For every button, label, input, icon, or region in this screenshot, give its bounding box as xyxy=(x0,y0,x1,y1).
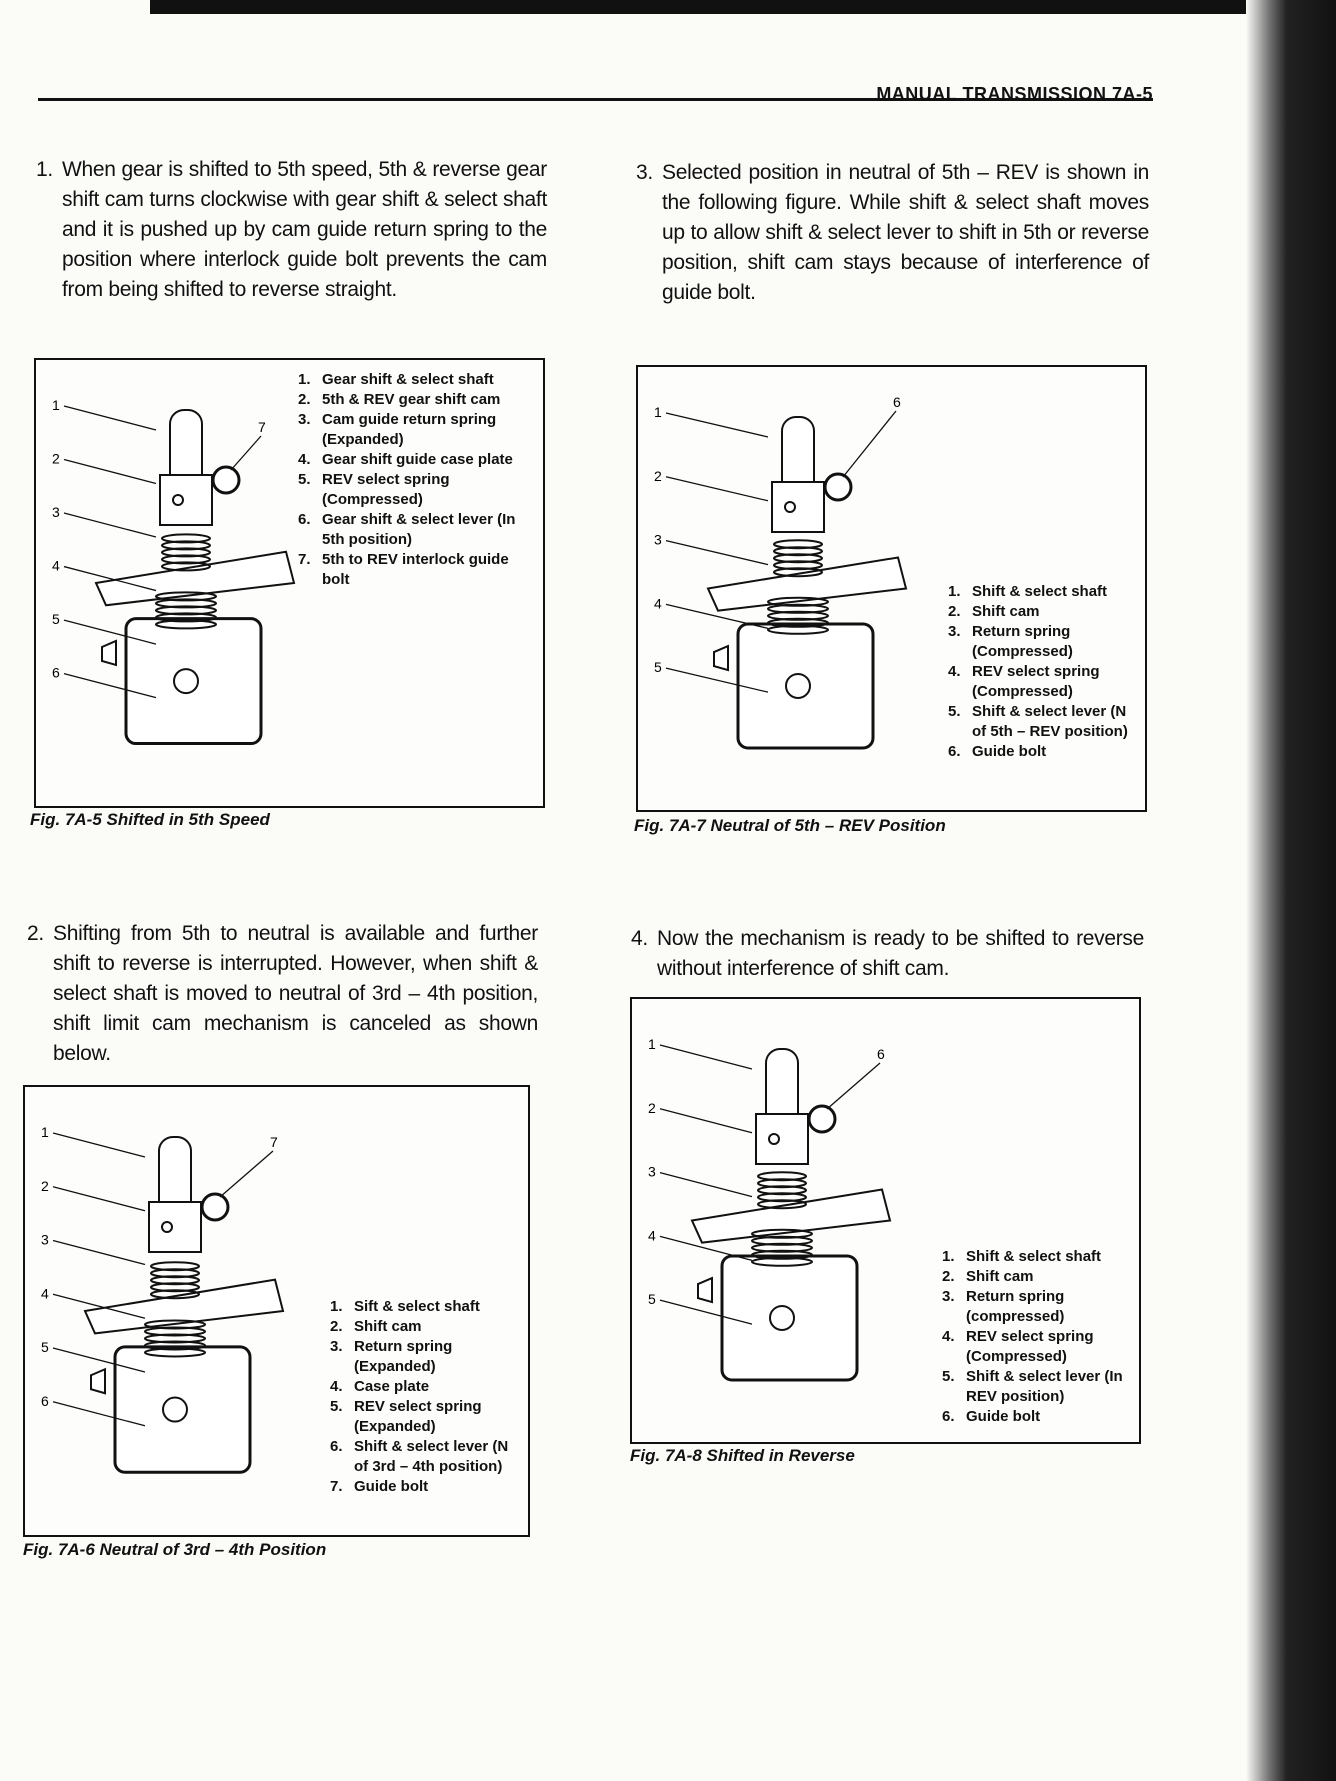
legend-item xyxy=(330,1397,520,1437)
housing xyxy=(115,1347,250,1472)
legend-number: 6. xyxy=(330,1438,343,1455)
callout-leader xyxy=(660,1045,752,1069)
section-number: 2. xyxy=(27,922,44,945)
legend-text: Return spring (Compressed) xyxy=(972,623,1073,660)
legend-number: 2. xyxy=(948,603,961,620)
legend-number: 2. xyxy=(330,1318,343,1335)
callout-leader xyxy=(666,541,768,565)
scan-top-edge xyxy=(150,0,1336,14)
legend-item xyxy=(298,390,534,410)
callout-number: 5 xyxy=(648,1291,656,1308)
legend-number: 7. xyxy=(298,551,311,568)
scan-right-edge xyxy=(1246,0,1336,1781)
callout-number: 1 xyxy=(648,1036,656,1052)
guide-bolt xyxy=(809,1106,835,1132)
legend-text: Guide bolt xyxy=(972,743,1047,760)
legend-text: REV select spring (Compressed) xyxy=(972,663,1100,700)
section-number: 4. xyxy=(631,927,648,950)
legend-text: Shift cam xyxy=(354,1318,422,1335)
figure-caption: Fig. 7A-5 Shifted in 5th Speed xyxy=(30,810,270,829)
callout-number: 2 xyxy=(41,1177,49,1194)
legend-item xyxy=(298,410,534,450)
legend-text: Case plate xyxy=(354,1378,430,1395)
callout-number: 4 xyxy=(52,557,60,574)
legend-text: 5th to REV interlock guide bolt xyxy=(322,551,509,588)
legend-item xyxy=(948,582,1138,602)
callout-number: 3 xyxy=(52,504,60,521)
legend-item xyxy=(948,662,1138,702)
figure-7a-8 xyxy=(630,997,1141,1444)
legend-number: 1. xyxy=(330,1298,343,1315)
callout-leader xyxy=(53,1187,145,1211)
callout-number: 2 xyxy=(654,467,662,484)
legend-text: Return spring (Expanded) xyxy=(354,1338,453,1375)
legend-text: Return spring (compressed) xyxy=(966,1288,1065,1325)
callout-leader xyxy=(827,1063,880,1109)
shift-cam xyxy=(149,1202,201,1252)
legend-item xyxy=(298,510,534,550)
housing xyxy=(722,1256,857,1380)
legend-number: 1. xyxy=(948,583,961,600)
legend-text: Shift & select lever (In REV position) xyxy=(966,1368,1123,1405)
callout-leader xyxy=(666,413,768,437)
callout-leader xyxy=(666,477,768,501)
callout-number: 5 xyxy=(654,659,662,676)
legend-item xyxy=(948,602,1138,622)
callout-number: 4 xyxy=(648,1227,656,1244)
legend-number: 6. xyxy=(942,1408,955,1425)
legend-item xyxy=(942,1287,1132,1327)
section-text: Now the mechanism is ready to be shifted to reverse without interference of shift cam. xyxy=(657,927,1144,980)
legend-number: 3. xyxy=(948,623,961,640)
legend-item xyxy=(330,1317,520,1337)
callout-number: 4 xyxy=(41,1285,49,1302)
legend-text: REV select spring (Compressed) xyxy=(322,471,450,508)
legend-number: 2. xyxy=(942,1268,955,1285)
shift-lever xyxy=(91,1369,105,1393)
case-plate xyxy=(85,1280,283,1334)
figure-legend xyxy=(330,1297,520,1497)
shift-cam xyxy=(772,482,824,532)
section-number: 1. xyxy=(36,158,53,181)
legend-text: REV select spring (Compressed) xyxy=(966,1328,1094,1365)
callout-number: 4 xyxy=(654,595,662,612)
legend-item xyxy=(298,470,534,510)
legend-text: Gear shift & select shaft xyxy=(322,371,494,388)
legend-number: 3. xyxy=(330,1338,343,1355)
section-1 xyxy=(36,155,547,305)
callout-number: 6 xyxy=(52,664,60,681)
legend-text: Shift cam xyxy=(972,603,1040,620)
section-number: 3. xyxy=(636,161,653,184)
legend-item xyxy=(298,550,534,590)
callout-number: 1 xyxy=(654,404,662,420)
section-4 xyxy=(631,924,1144,984)
shift-cam xyxy=(160,475,212,525)
legend-item xyxy=(948,702,1138,742)
legend-number: 4. xyxy=(942,1328,955,1345)
legend-text: Gear shift guide case plate xyxy=(322,451,513,468)
callout-number: 1 xyxy=(52,397,60,413)
figure-caption: Fig. 7A-8 Shifted in Reverse xyxy=(630,1446,855,1465)
callout-number: 1 xyxy=(41,1124,49,1140)
callout-number: 3 xyxy=(41,1231,49,1248)
legend-item xyxy=(330,1477,520,1497)
legend-text: 5th & REV gear shift cam xyxy=(322,391,501,408)
figure-caption: Fig. 7A-7 Neutral of 5th – REV Position xyxy=(634,816,946,835)
callout-leader xyxy=(843,411,896,477)
legend-number: 1. xyxy=(942,1248,955,1265)
legend-text: REV select spring (Expanded) xyxy=(354,1398,482,1435)
legend-item xyxy=(942,1247,1132,1267)
shift-lever xyxy=(714,646,728,670)
legend-item xyxy=(298,450,534,470)
callout-number: 3 xyxy=(648,1163,656,1180)
case-plate xyxy=(96,552,294,606)
shift-cam xyxy=(756,1114,808,1164)
page-header: MANUAL TRANSMISSION 7A-5 xyxy=(876,84,1153,104)
legend-item xyxy=(330,1437,520,1477)
callout-leader xyxy=(53,1241,145,1265)
legend-text: Shift & select shaft xyxy=(966,1248,1102,1265)
figure-legend xyxy=(948,582,1138,762)
callout-number: 2 xyxy=(52,450,60,467)
legend-item xyxy=(942,1267,1132,1287)
callout-number: 2 xyxy=(648,1099,656,1116)
shift-lever xyxy=(698,1278,712,1302)
callout-number: 7 xyxy=(270,1134,278,1150)
housing xyxy=(738,624,873,748)
case-plate xyxy=(708,557,906,610)
legend-text: Gear shift & select lever (In 5th position) xyxy=(322,511,516,548)
callout-number: 5 xyxy=(52,611,60,628)
callout-number: 6 xyxy=(877,1046,885,1062)
legend-number: 4. xyxy=(298,451,311,468)
legend-number: 7. xyxy=(330,1478,343,1495)
callout-number: 3 xyxy=(654,531,662,548)
legend-text: Cam guide return spring (Expanded) xyxy=(322,411,497,448)
legend-number: 3. xyxy=(298,411,311,428)
callout-leader xyxy=(64,406,156,430)
callout-number: 7 xyxy=(258,419,266,435)
legend-number: 1. xyxy=(298,371,311,388)
legend-item xyxy=(330,1337,520,1377)
guide-bolt xyxy=(202,1194,228,1220)
case-plate xyxy=(692,1189,890,1242)
legend-item xyxy=(942,1407,1132,1427)
figure-7a-7 xyxy=(636,365,1147,812)
section-text: Shifting from 5th to neutral is available and further shift to reverse is interrupted. However, when shift & select shaft is moved to neutral of 3rd – 4th position, shift limit cam mechanism is canceled as shown below. xyxy=(53,922,538,1065)
legend-item xyxy=(948,622,1138,662)
section-text: When gear is shifted to 5th speed, 5th & reverse gear shift cam turns clockwise with gear shift & select shaft and it is pushed up by cam guide return spring to the position where interlock guide bolt prevents the cam from being shifted to reverse straight. xyxy=(62,158,547,301)
figure-legend xyxy=(942,1247,1132,1427)
legend-text: Shift & select lever (N of 5th – REV position) xyxy=(972,703,1128,740)
legend-item xyxy=(942,1367,1132,1407)
callout-number: 5 xyxy=(41,1339,49,1356)
callout-leader xyxy=(53,1133,145,1157)
section-3 xyxy=(636,158,1149,308)
legend-number: 5. xyxy=(948,703,961,720)
figure-7a-5 xyxy=(34,358,545,808)
guide-bolt xyxy=(825,474,851,500)
section-text: Selected position in neutral of 5th – REV is shown in the following figure. While shift & select shaft moves up to allow shift & select lever to shift in 5th or reverse position, shift cam stays because of interference of guide bolt. xyxy=(662,161,1149,304)
legend-text: Sift & select shaft xyxy=(354,1298,480,1315)
legend-number: 6. xyxy=(948,743,961,760)
figure-caption: Fig. 7A-6 Neutral of 3rd – 4th Position xyxy=(23,1540,327,1559)
callout-leader xyxy=(660,1109,752,1133)
legend-text: Shift cam xyxy=(966,1268,1034,1285)
callout-leader xyxy=(64,513,156,537)
legend-number: 4. xyxy=(330,1378,343,1395)
legend-number: 5. xyxy=(330,1398,343,1415)
legend-item xyxy=(942,1327,1132,1367)
legend-item xyxy=(948,742,1138,762)
legend-number: 4. xyxy=(948,663,961,680)
section-2 xyxy=(27,919,538,1069)
legend-item xyxy=(330,1377,520,1397)
legend-text: Guide bolt xyxy=(966,1408,1041,1425)
legend-number: 3. xyxy=(942,1288,955,1305)
callout-number: 6 xyxy=(41,1392,49,1409)
figure-legend xyxy=(298,370,534,590)
callout-leader xyxy=(231,436,261,470)
callout-leader xyxy=(64,460,156,484)
legend-text: Shift & select shaft xyxy=(972,583,1108,600)
callout-leader xyxy=(660,1173,752,1197)
callout-leader xyxy=(220,1151,273,1197)
legend-number: 5. xyxy=(298,471,311,488)
callout-number: 6 xyxy=(893,394,901,410)
figure-7a-6 xyxy=(23,1085,530,1537)
guide-bolt xyxy=(213,467,239,493)
legend-number: 2. xyxy=(298,391,311,408)
shift-lever xyxy=(102,641,116,665)
legend-item xyxy=(298,370,534,390)
housing xyxy=(126,619,261,744)
legend-number: 6. xyxy=(298,511,311,528)
legend-item xyxy=(330,1297,520,1317)
legend-text: Shift & select lever (N of 3rd – 4th position) xyxy=(354,1438,509,1475)
legend-number: 5. xyxy=(942,1368,955,1385)
legend-text: Guide bolt xyxy=(354,1478,429,1495)
